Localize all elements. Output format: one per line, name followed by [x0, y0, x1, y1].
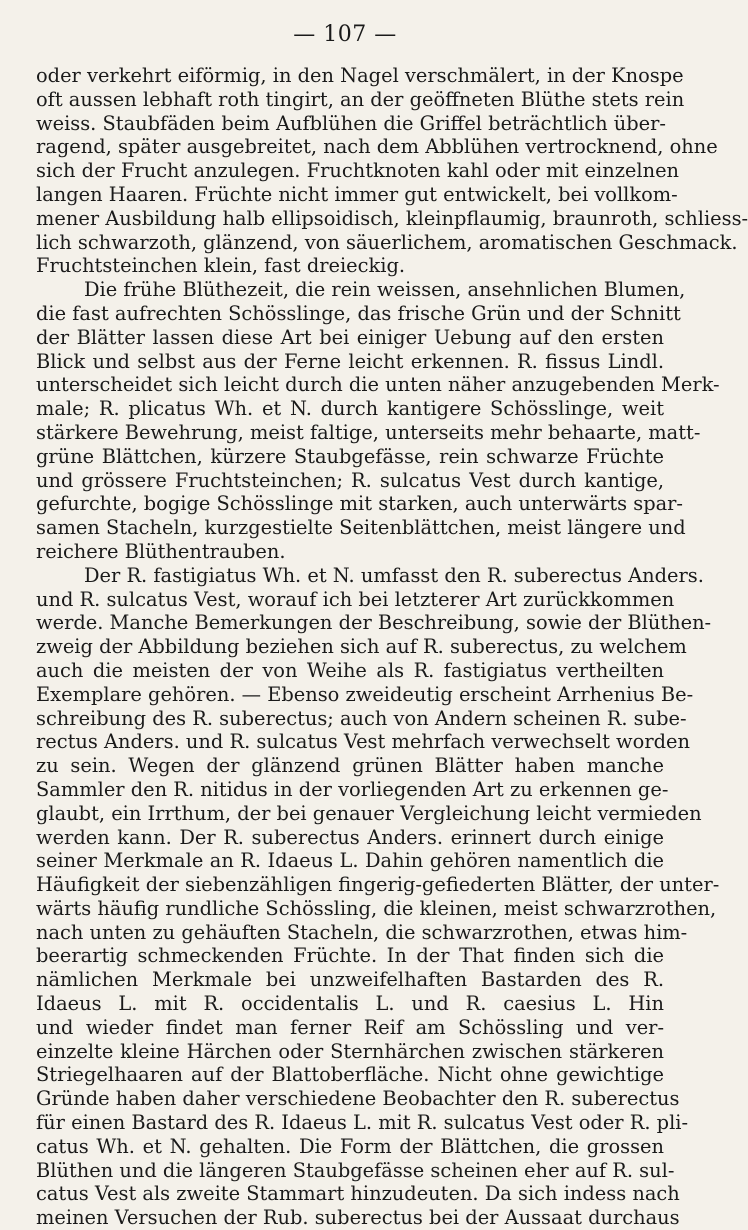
text-line: Sammler den R. nitidus in der vorliegenden Art zu erkennen ge- — [36, 777, 669, 801]
text-line: die fast aufrechten Schösslinge, das frische Grün und der Schnitt — [36, 301, 681, 325]
text-line: ragend, später ausgebreitet, nach dem Abblühen vertrocknend, ohne — [36, 135, 718, 159]
text-line: und grössere Fruchtsteinchen; R. sulcatus Vest durch kantige, — [36, 468, 664, 492]
text-line: catus Vest als zweite Stammart hinzudeuten. Da sich indess nach — [36, 1182, 680, 1206]
text-line: samen Stacheln, kurzgestielte Seitenblättchen, meist längere und — [36, 516, 686, 540]
text-line: zweig der Abbildung beziehen sich auf R. suberectus, zu welchem — [36, 635, 687, 659]
text-line: catus Wh. et N. gehalten. Die Form der Blättchen, die grossen — [36, 1134, 664, 1158]
body-text — [36, 64, 748, 1230]
text-line: Blüthen und die längeren Staubgefässe scheinen eher auf R. sul- — [36, 1158, 675, 1182]
text-line: grüne Blättchen, kürzere Staubgefässe, rein schwarze Früchte — [36, 444, 664, 468]
text-line: der Blätter lassen diese Art bei einiger Uebung auf den ersten — [36, 325, 664, 349]
text-line: nämlichen Merkmale bei unzweifelhaften Bastarden des R. — [36, 968, 664, 992]
text-line: Gründe haben daher verschiedene Beobachter den R. suberectus — [36, 1087, 680, 1111]
text-line: wärts häufig rundliche Schössling, die kleinen, meist schwarzrothen, — [36, 896, 717, 920]
text-line: gefurchte, bogige Schösslinge mit starken, auch unterwärts spar- — [36, 492, 683, 516]
text-line: reichere Blüthentrauben. — [36, 539, 286, 563]
text-line: zu sein. Wegen der glänzend grünen Blätter haben manche — [36, 754, 664, 778]
text-line: für einen Bastard des R. Idaeus L. mit R. sulcatus Vest oder R. pli- — [36, 1111, 689, 1135]
text-line: Die frühe Blüthezeit, die rein weissen, ansehnlichen Blumen, — [84, 278, 686, 302]
text-line: auch die meisten der von Weihe als R. fastigiatus vertheilten — [36, 658, 664, 682]
text-line: Idaeus L. mit R. occidentalis L. und R. caesius L. Hin — [36, 992, 664, 1016]
text-line: Striegelhaaren auf der Blattoberfläche. Nicht ohne gewichtige — [36, 1063, 664, 1087]
text-line: Exemplare gehören. — Ebenso zweideutig erscheint Arrhenius Be- — [36, 682, 694, 706]
text-line: lich schwarzoth, glänzend, von säuerlichem, aromatischen Geschmack. — [36, 230, 738, 254]
text-line: langen Haaren. Früchte nicht immer gut entwickelt, bei vollkom- — [36, 182, 678, 206]
text-line: schreibung des R. suberectus; auch von Andern scheinen R. sube- — [36, 706, 687, 730]
text-line: Häufigkeit der siebenzähligen fingerig-gefiederten Blätter, der unter- — [36, 873, 720, 897]
text-line: rectus Anders. und R. sulcatus Vest mehrfach verwechselt worden — [36, 730, 690, 754]
text-line: und R. sulcatus Vest, worauf ich bei letzterer Art zurückkommen — [36, 587, 675, 611]
text-line: einzelte kleine Härchen oder Sternhärchen zwischen stärkeren — [36, 1039, 664, 1063]
text-line: beerartig schmeckenden Früchte. In der That finden sich die — [36, 944, 664, 968]
text-line: glaubt, ein Irrthum, der bei genauer Vergleichung leicht vermieden — [36, 801, 702, 825]
text-line: Blick und selbst aus der Ferne leicht erkennen. R. fissus Lindl. — [36, 349, 664, 373]
text-line: weiss. Staubfäden beim Aufblühen die Griffel beträchtlich über- — [36, 111, 666, 135]
text-line: und wieder findet man ferner Reif am Schössling und ver- — [36, 1015, 664, 1039]
text-line: Fruchtsteinchen klein, fast dreieckig. — [36, 254, 406, 278]
page-number: — 107 — — [293, 22, 397, 47]
text-line: werde. Manche Bemerkungen der Beschreibung, sowie der Blüthen- — [36, 611, 712, 635]
text-line: oft aussen lebhaft roth tingirt, an der geöffneten Blüthe stets rein — [36, 87, 685, 111]
text-line: nach unten zu gehäuften Stacheln, die schwarzrothen, etwas him- — [36, 920, 688, 944]
text-line: male; R. plicatus Wh. et N. durch kantigere Schösslinge, weit — [36, 397, 664, 421]
text-line: seiner Merkmale an R. Idaeus L. Dahin gehören namentlich die — [36, 849, 664, 873]
text-line: Der R. fastigiatus Wh. et N. umfasst den R. suberectus Anders. — [84, 563, 704, 587]
text-line: sich der Frucht anzulegen. Fruchtknoten kahl oder mit einzelnen — [36, 159, 680, 183]
text-line: unterscheidet sich leicht durch die unten näher anzugebenden Merk- — [36, 373, 720, 397]
text-line: mener Ausbildung halb ellipsoidisch, kleinpflaumig, braunroth, schliess- — [36, 206, 748, 230]
text-line: meinen Versuchen der Rub. suberectus bei der Aussaat durchaus — [36, 1206, 680, 1230]
text-line: oder verkehrt eiförmig, in den Nagel verschmälert, in der Knospe — [36, 64, 684, 87]
text-line: werden kann. Der R. suberectus Anders. erinnert durch einige — [36, 825, 664, 849]
text-line: stärkere Bewehrung, meist faltige, unterseits mehr behaarte, matt- — [36, 420, 701, 444]
